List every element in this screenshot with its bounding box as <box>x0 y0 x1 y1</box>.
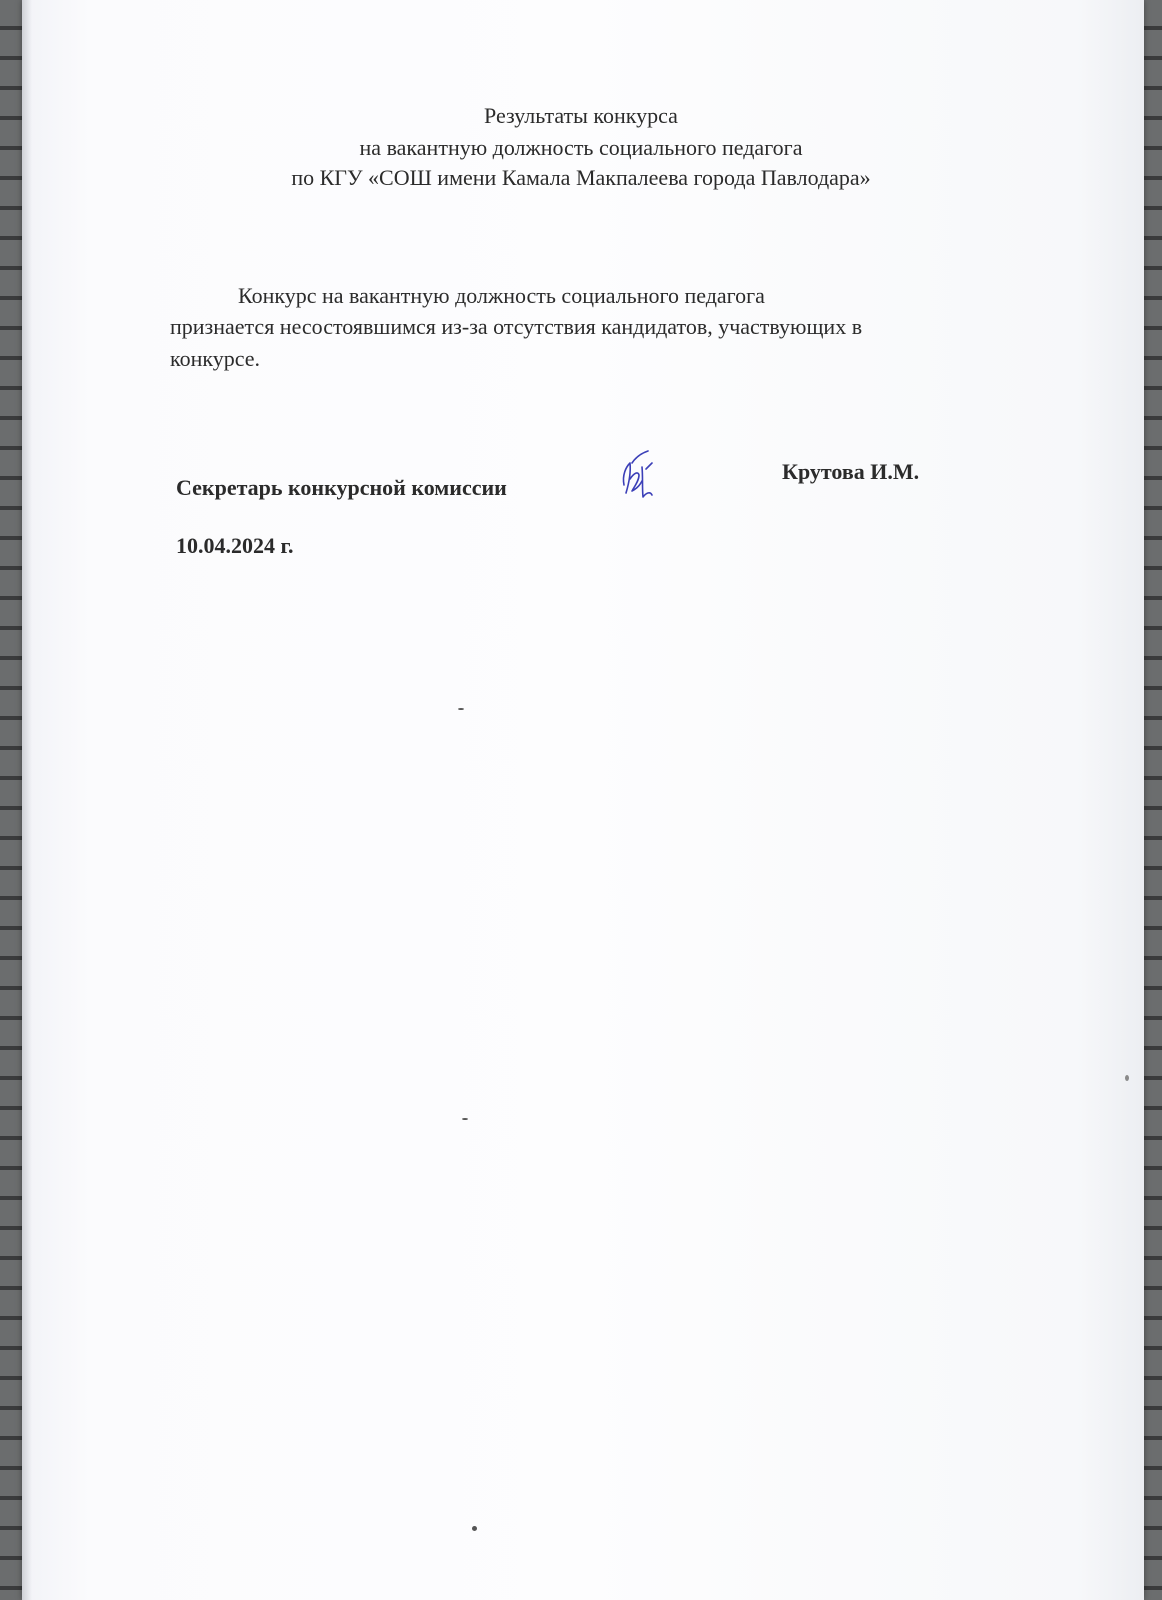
document-date: 10.04.2024 г. <box>176 533 294 558</box>
page-edge-shadow <box>22 0 32 1600</box>
scan-speck <box>472 1526 477 1531</box>
scan-speck <box>1125 1075 1129 1081</box>
secretary-name: Крутова И.М. <box>782 459 920 484</box>
document-page <box>22 0 1144 1600</box>
secretary-label: Секретарь конкурсной комиссии <box>176 475 507 500</box>
scan-speck <box>462 1118 468 1120</box>
title-line-1: Результаты конкурса <box>484 103 678 128</box>
title-line-2: на вакантную должность социального педагога <box>359 135 803 160</box>
scan-speck <box>458 708 464 710</box>
body-line-3: конкурсе. <box>170 346 261 371</box>
title-line-3: по КГУ «СОШ имени Камала Макпалеева города Павлодара» <box>291 165 871 190</box>
body-line-1: Конкурс на вакантную должность социального педагога <box>238 283 765 308</box>
handwritten-signature-icon <box>612 445 662 507</box>
body-line-2: признается несостоявшимся из-за отсутствия кандидатов, участвующих в <box>170 314 863 339</box>
